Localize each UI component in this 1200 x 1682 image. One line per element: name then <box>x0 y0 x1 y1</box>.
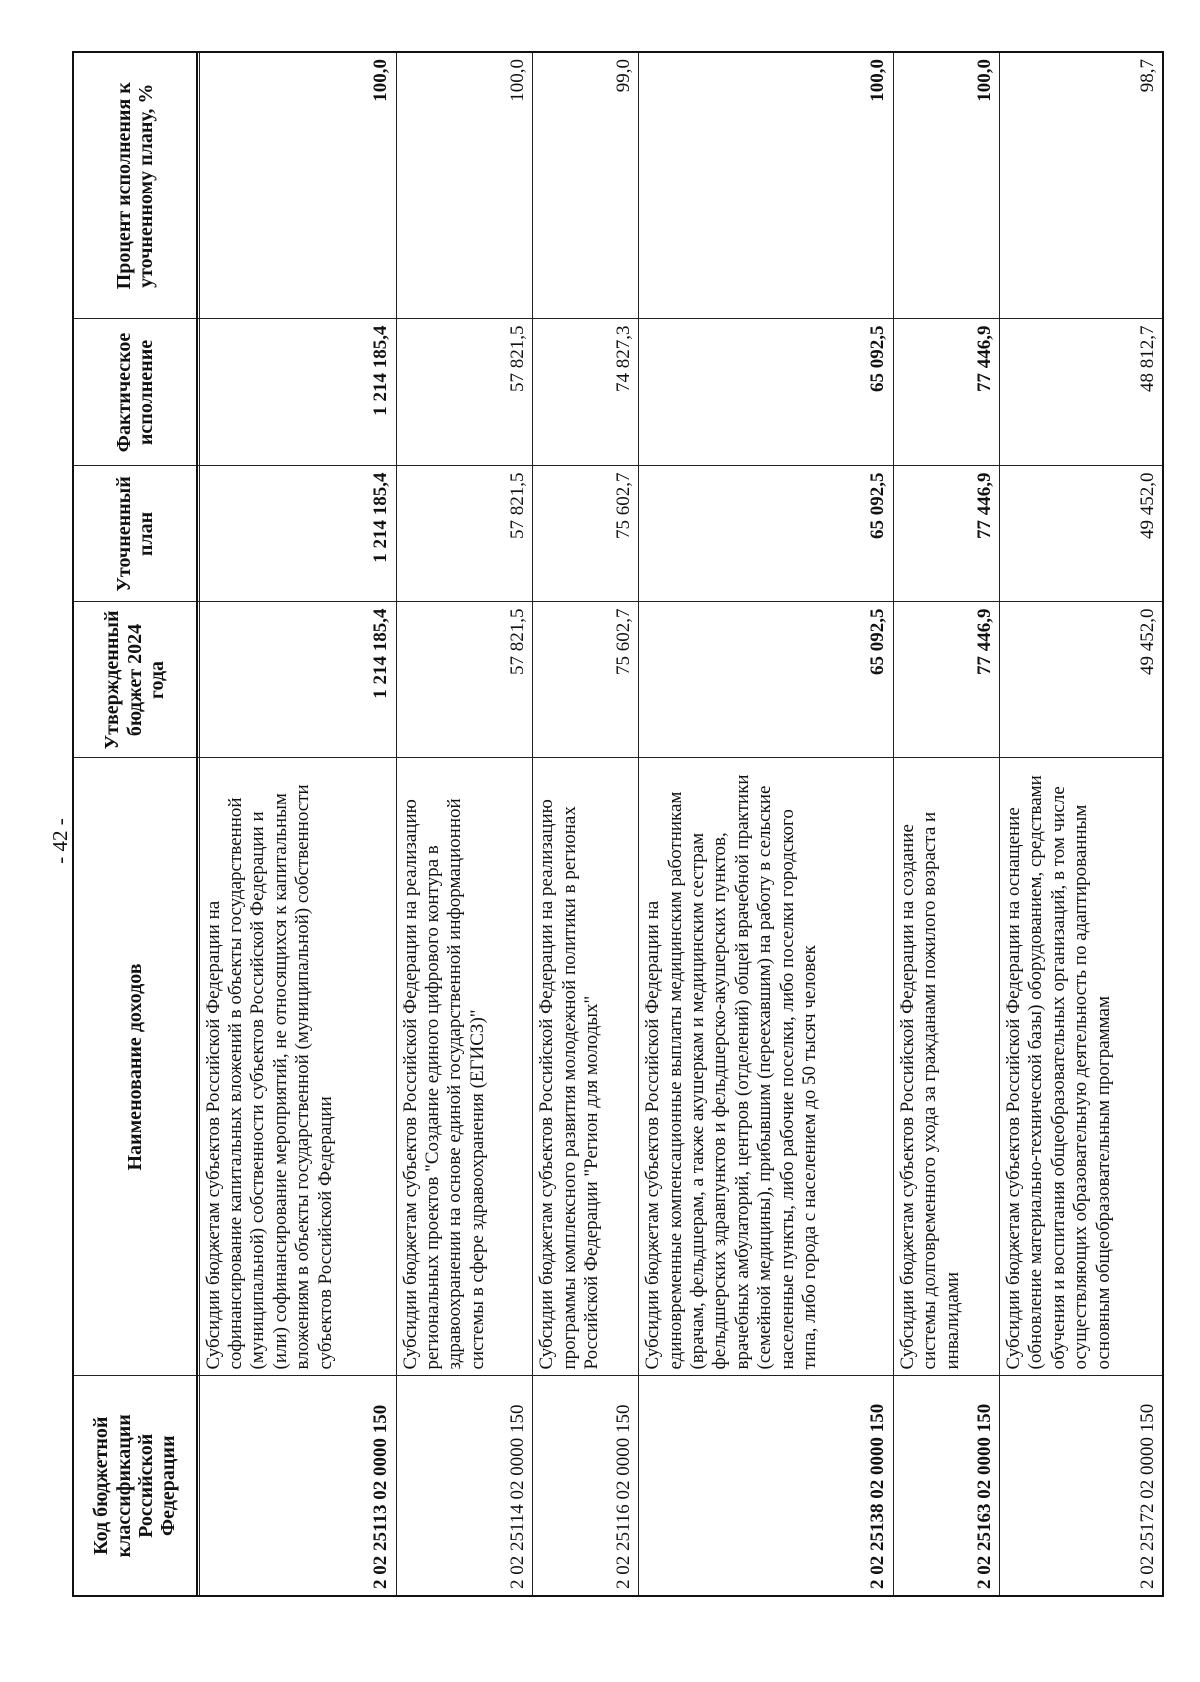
cell-actual: 74 827,3 <box>533 319 639 466</box>
table-row <box>639 52 894 1596</box>
cell-actual: 65 092,5 <box>639 319 894 466</box>
header-approved: Утвержденный бюджет 2024 года <box>73 602 197 758</box>
cell-actual: 1 214 185,4 <box>199 319 396 466</box>
table-row <box>893 52 999 1596</box>
cell-refined: 49 452,0 <box>999 466 1163 602</box>
table-row <box>396 52 532 1596</box>
page-number: - 42 - <box>48 818 72 864</box>
table-row <box>999 52 1163 1596</box>
table-row <box>199 52 396 1596</box>
cell-refined: 77 446,9 <box>893 466 999 602</box>
cell-percent: 100,0 <box>893 52 999 319</box>
cell-code: 2 02 25114 02 0000 150 <box>396 1376 532 1596</box>
cell-refined: 75 602,7 <box>533 466 639 602</box>
cell-code: 2 02 25113 02 0000 150 <box>199 1376 396 1596</box>
cell-actual: 57 821,5 <box>396 319 532 466</box>
cell-code: 2 02 25163 02 0000 150 <box>893 1376 999 1596</box>
cell-name: Субсидии бюджетам субъектов Российской Федерации на софинансирование капитальных вложений в объекты государственной (муниципальной) собственности субъектов Российской Федерации и (или) софинансирование мероприятий, не относящихся к капитальным вложениям в объекты государственной (муниципальной) собственности субъектов Российской Федерации <box>199 758 396 1376</box>
cell-name: Субсидии бюджетам субъектов Российской Федерации на реализацию программы комплексного развития молодежной политики в регионах Российской Федерации "Регион для молодых" <box>533 758 639 1376</box>
header-row <box>73 52 197 1596</box>
cell-name: Субсидии бюджетам субъектов Российской Федерации на реализацию региональных проектов "Создание единого цифрового контура в здравоохранении на основе единой государственной информационной системы в сфере здравоохранения (ЕГИСЗ)" <box>396 758 532 1376</box>
header-actual: Фактическое исполнение <box>73 319 197 466</box>
cell-code: 2 02 25138 02 0000 150 <box>639 1376 894 1596</box>
budget-table <box>72 51 1164 1597</box>
cell-percent: 98,7 <box>999 52 1163 319</box>
cell-name: Субсидии бюджетам субъектов Российской Федерации на создание системы долговременного ухода за гражданами пожилого возраста и инвалидами <box>893 758 999 1376</box>
header-name: Наименование доходов <box>73 758 197 1376</box>
cell-code: 2 02 25116 02 0000 150 <box>533 1376 639 1596</box>
cell-percent: 100,0 <box>199 52 396 319</box>
cell-name: Субсидии бюджетам субъектов Российской Федерации на оснащение (обновление материально-технической базы) оборудованием, средствами обучения и воспитания общеобразовательных организаций, в том числе осуществляющих образовательную деятельность по адаптированным основным общеобразовательным программам <box>999 758 1163 1376</box>
cell-percent: 100,0 <box>396 52 532 319</box>
cell-approved: 77 446,9 <box>893 602 999 758</box>
cell-code: 2 02 25172 02 0000 150 <box>999 1376 1163 1596</box>
table-row <box>533 52 639 1596</box>
cell-name: Субсидии бюджетам субъектов Российской Федерации на единовременные компенсационные выплаты медицинским работникам (врачам, фельдшерам, а также акушеркам и медицинским сестрам фельдшерских здравпунктов и фельдшерско-акушерских пунктов, врачебных амбулаторий, центров (отделений) общей врачебной практики (семейной медицины), прибывшим (переехавшим) на работу в сельские населенные пункты, либо рабочие поселки, либо поселки городского типа, либо города с населением до 50 тысяч человек <box>639 758 894 1376</box>
cell-actual: 77 446,9 <box>893 319 999 466</box>
header-percent: Процент исполнения к уточненному плану, % <box>73 52 197 319</box>
cell-approved: 75 602,7 <box>533 602 639 758</box>
cell-approved: 49 452,0 <box>999 602 1163 758</box>
cell-refined: 1 214 185,4 <box>199 466 396 602</box>
cell-approved: 57 821,5 <box>396 602 532 758</box>
cell-percent: 100,0 <box>639 52 894 319</box>
header-refined: Уточненный план <box>73 466 197 602</box>
cell-approved: 1 214 185,4 <box>199 602 396 758</box>
cell-percent: 99,0 <box>533 52 639 319</box>
cell-refined: 57 821,5 <box>396 466 532 602</box>
cell-approved: 65 092,5 <box>639 602 894 758</box>
cell-refined: 65 092,5 <box>639 466 894 602</box>
header-code: Код бюджетной классификации Российской Федерации <box>73 1376 197 1596</box>
cell-actual: 48 812,7 <box>999 319 1163 466</box>
